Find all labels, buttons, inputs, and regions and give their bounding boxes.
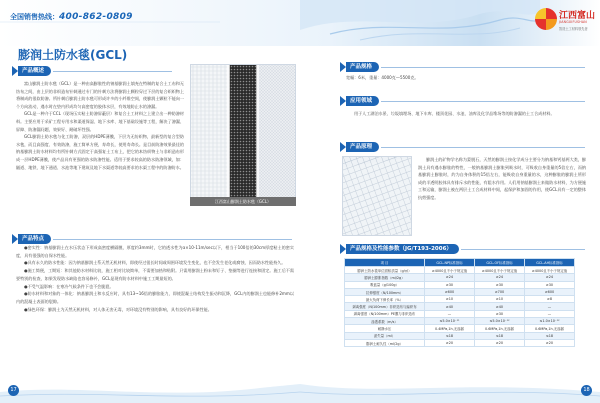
table-cell: ≥24 [475, 274, 525, 281]
table-row [345, 296, 575, 303]
section-rule [53, 71, 172, 72]
page-number-left: 17 [8, 385, 19, 396]
table-cell: — [425, 310, 475, 317]
logo-cn: 江西富山 [559, 11, 596, 21]
table-cell: ≥4000且不小于规定值 [525, 267, 575, 274]
page-title: 膨润土防水毯(GCL) [18, 48, 128, 62]
footer-wave-graphic [0, 370, 600, 403]
table-cell: 膨润土耐久性（ml/2g） [345, 339, 425, 346]
spec-text [346, 74, 584, 82]
section-label: 产品规格 [346, 62, 379, 72]
table-cell: ≥40 [475, 303, 525, 310]
feature-item: ●绿色环保：膨润土为天然无机材料，对人体无害无毒，对环境没有特别的影响，具有良好的环保性能。 [24, 306, 212, 312]
table-cell: ≥20 [425, 339, 475, 346]
table-cell: ≤18 [475, 332, 525, 339]
logo-en: JIANGXIFUSHAN [559, 20, 587, 24]
principle-paragraph: 膨润土的矿物学名称为蒙脱石，天然的膨润土按化学成分主要分为钠基和钙基两大类，膨润土具有遇水膨胀的特性，一般钠基膨润土膨胀到吸水时，可吸收自身重量的5倍左右，而钠基膨润土膨胀时，约为自身体积的15倍左右，能吸收自身重量的水，这种膨胀的膨润土所形成的半透明胶体具有排斥水的性能，有阻水作用。人们用钠基膨润土来做防水材料，为方便施工和运输，膨润土被在两层土工合成材料中间，起保护和加固的作用，使GCL具有一定的整体抗剪强度。 [418, 157, 586, 200]
table-cell: 剥离强度（N/100mm）非织造布与编织布 [345, 303, 425, 310]
table-cell: 0.4MPa,1h,无渗漏 [425, 325, 475, 332]
table-cell: 吸蓝量（g/100g） [345, 281, 425, 288]
table-cell: 耐静水压 [345, 325, 425, 332]
section-label: 产品概述 [18, 66, 51, 76]
section-label: 产品规格及性能参数（JG/T193-2006） [346, 244, 459, 254]
table-cell: 膨润土膨胀指数（ml/2g） [345, 274, 425, 281]
section-table-header [340, 244, 585, 254]
table-row [345, 318, 575, 325]
table-cell: 最大负荷下伸长率（%） [345, 296, 425, 303]
table-cell: ≥20 [525, 339, 575, 346]
overview-paragraph: GCL膨润土防水毯与化工防渗，双层的HDPE薄膜，下层为无纺织物，最新型的复合型防水毯，而且高强度、有效防渗，施工简单方便，寿命长，使用寿命长。是目前防渗效果最佳的钠基膨润土防水材料均有所针刺方式固定于高强复土工布上，把它的本纺织物土与非织造布形成一层HDPE薄膜，使产品具有更强的防水防渗性能。适用于要求较高的防水防渗领域，如：隧道、地铁、地下通道、水池等地下建筑及地下水渠道等较高要求的水渠工程中的防渗防水。 [16, 134, 184, 170]
overview-text [16, 80, 184, 171]
table-row [345, 339, 575, 346]
product-photo-graphic [191, 65, 296, 198]
feature-item: ●施工简便，工期短：和其他防水材料比较，施工相对比较简单，不需要加热和贴附。只需用膨润土粉末和钉子、垫圈等进行连接和固定。施工后不需要特别的检查，如果发现防水缺陷也容易修补，GCL是现有防水材料中施工工期最短的。 [16, 268, 294, 281]
hotline-number: 400-862-0809 [59, 12, 133, 22]
photo-caption: 江西富山膨润土防水毯（GCL） [190, 197, 296, 206]
table-header-cell: 项 目 [345, 259, 425, 267]
table-cell: ≤5.0×10⁻¹¹ [425, 318, 475, 325]
table-header-cell: GCL-NP标准指标 [425, 259, 475, 267]
table-cell: — [525, 303, 575, 310]
table-cell: 0.6MPa,1h,无渗漏 [475, 325, 525, 332]
section-overview-header [12, 66, 172, 76]
table-cell: ≥30 [525, 281, 575, 288]
section-rule [461, 249, 585, 250]
application-paragraph: 用于人工湖泊水景、垃圾填埋场、地下车库、楼顶花园、水池、油库及化学品堆场等的防渗漏的土工合成材料。 [354, 111, 555, 116]
table-header-cell: GCL-OF标准指标 [475, 259, 525, 267]
spec-paragraph: 宽幅：6米，重量：4000克—5500克。 [346, 75, 419, 80]
section-rule [381, 147, 585, 148]
table-cell: 拉伸强度（N/100mm） [345, 288, 425, 295]
table-cell: — [525, 310, 575, 317]
table-cell: ≥24 [425, 274, 475, 281]
overview-paragraph: GCL是一种介于CCL（现场压实粘土防渗屏蔽层）和复合土工材料之上建立出一种防渗材料。主要应用于采矿工程专用水和渠道保湿、地下水库、地下基础设施等工程，解决了渗漏、屏障、防渗漏问题，效果好、耐破坏性强。 [16, 111, 184, 132]
table-cell: ≤5.0×10⁻¹² [475, 318, 525, 325]
table-row [345, 267, 575, 274]
principle-photo [342, 156, 412, 236]
section-spec-header [340, 62, 585, 72]
application-text [346, 110, 584, 118]
table-cell: ≥10 [425, 296, 475, 303]
table-cell: ≥600 [525, 288, 575, 295]
table-row [345, 274, 575, 281]
section-principle-header [340, 142, 585, 152]
table-cell: ≥4000且不小于规定值 [475, 267, 525, 274]
table-header-row [345, 259, 575, 267]
table-cell: ≥40 [425, 303, 475, 310]
section-rule [381, 67, 585, 68]
logo-sub: 智造土工材料领先者 [559, 27, 588, 31]
page-number-right: 18 [581, 385, 592, 396]
principle-photo-graphic [343, 157, 412, 236]
table-cell: ≥8 [525, 296, 575, 303]
table-row [345, 310, 575, 317]
section-application-header [340, 96, 585, 106]
table-cell: ≤18 [425, 332, 475, 339]
principle-text [418, 156, 586, 202]
feature-item: ●防水材料和对象的一体化：钠基膨润土和水反应时，具有13~16倍的膨胀能力，即使混凝土结构发生振动和沉降，GCL内的膨润土也能修补2mm以内的混凝土表面的裂隙。 [16, 291, 294, 304]
table-cell: ≤18 [525, 332, 575, 339]
section-features-header [12, 234, 292, 244]
table-cell: ≥30 [475, 281, 525, 288]
table-cell: ≥10 [475, 296, 525, 303]
table-cell: ≥30 [475, 310, 525, 317]
section-rule [53, 239, 292, 240]
table-cell: 膨润土防水毯单位面积质量（g/㎡） [345, 267, 425, 274]
table-cell: ≥600 [425, 288, 475, 295]
feature-item: ●不受气温影响：在寒冷气候条件下也不会脆裂。 [24, 283, 114, 289]
spec-table [344, 258, 575, 347]
features-text [16, 244, 294, 313]
hotline-label: 全国销售热线： [10, 13, 59, 21]
table-cell: ≤1.0×10⁻¹² [525, 318, 575, 325]
table-cell: 0.6MPa,1h,无渗漏 [525, 325, 575, 332]
table-header-cell: GCL-AH标准指标 [525, 259, 575, 267]
product-photo [190, 64, 296, 198]
section-label: 产品原理 [346, 142, 379, 152]
section-label: 产品特点 [18, 234, 51, 244]
table-cell: ≥24 [525, 274, 575, 281]
footer-wave [0, 370, 600, 403]
table-cell: ≥30 [425, 281, 475, 288]
table-row [345, 288, 575, 295]
table-row [345, 325, 575, 332]
section-rule [381, 101, 585, 102]
table-row [345, 332, 575, 339]
table-row [345, 281, 575, 288]
table-cell: ≥4000且不小于规定值 [425, 267, 475, 274]
table-cell: 滤失量（ml） [345, 332, 425, 339]
overview-paragraph: 富山膨润土防水毯（GCL）是一种由高膨胀性的钠基膨润土填充在特制的复合土工布和无纺布之间，由上层的非织造布针刺通过专门的针刺方法将膨润土颗粒穿过下层的复合织织物上将制成的很软防渗。所针刺后膨润土防水毯可形成许多的小纤维空间，使膨润土颗粒不能向一个方向流动，遇水时在垫内形成均匀高密度的胶体水层，有效地防止水的渗漏。 [16, 81, 184, 109]
feature-item: ●密实性：钠基膨润土在水压状态下形成高密度横隔膜，厚度约3mm时，它的透水性为α×10-11m/sec以下，相当于100倍的30cm厚度粘土的密实度，具有很强的自保水性能。 [16, 245, 294, 258]
section-label: 应用领域 [346, 96, 379, 106]
feature-item: ●具有永久的防水性能：因为钠基膨润土系天然无机材料，即使经过很长时间或周围环境发生变化，也不会发生老化或腐蚀，因而防水性能持久。 [24, 260, 286, 266]
table-cell: ≥20 [475, 339, 525, 346]
table-row [345, 303, 575, 310]
table-cell: ≥700 [475, 288, 525, 295]
table-cell: 渗透系数（m/s） [345, 318, 425, 325]
table-cell: 剥离强度（N/100mm）PE膜与非织造布 [345, 310, 425, 317]
